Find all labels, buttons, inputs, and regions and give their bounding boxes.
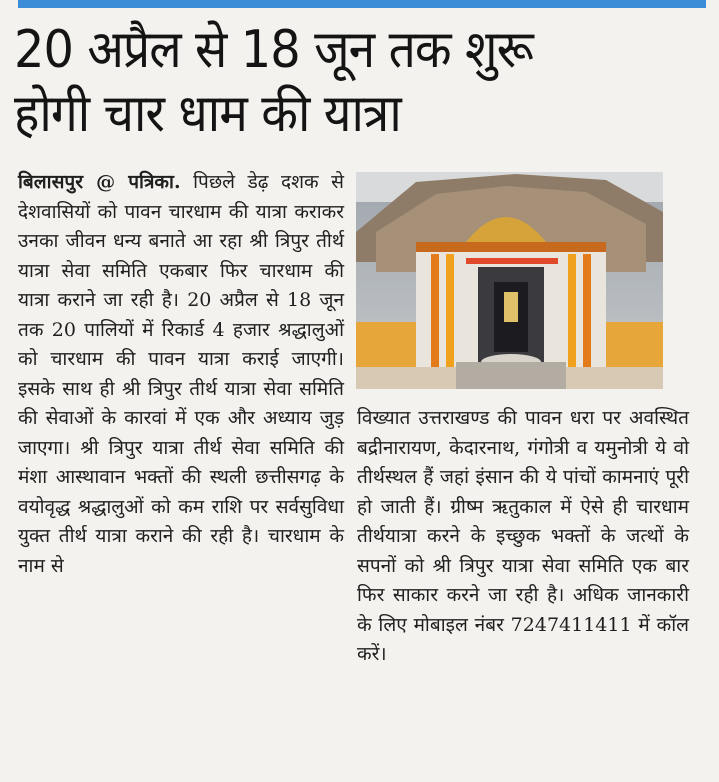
left-column-paragraph	[18, 168, 344, 581]
dateline: बिलासपुर @ पत्रिका.	[18, 171, 181, 193]
top-color-rule	[18, 0, 706, 8]
article-headline	[14, 18, 649, 146]
article-right-column	[357, 404, 689, 670]
temple-photo	[356, 172, 663, 389]
headline-line-1: 20 अप्रैल से 18 जून तक शुरू	[14, 20, 533, 80]
right-column-body: विख्यात उत्तराखण्ड की पावन धरा पर अवस्थित बद्रीनारायण, केदारनाथ, गंगोत्री व यमुनोत्री ये वो तीर्थस्थल हैं जहां इंसान की ये पांचों कामनाएं पूरी हो जाती हैं। ग्रीष्म ऋतुकाल में ऐसे ही चारधाम तीर्थयात्रा करने के इच्छुक भक्तों के जत्थों के सपनों को श्री त्रिपुर यात्रा सेवा समिति एक बार फिर साकार करने जा रही है। अधिक जानकारी के लिए मोबाइल नंबर 7247411411 में कॉल करें।	[357, 407, 689, 665]
article-left-column	[18, 168, 344, 581]
headline-line-2: होगी चार धाम की यात्रा	[14, 84, 401, 144]
left-column-body: पिछले डेढ़ दशक से देशवासियों को पावन चारधाम की यात्रा कराकर उनका जीवन धन्य बनाते आ रहा श्री त्रिपुर तीर्थ यात्रा सेवा समिति एकबार फिर चारधाम की यात्रा कराने जा रही है। 20 अप्रैल से 18 जून तक 20 पालियों में रिकार्ड 4 हजार श्रद्धालुओं को चारधाम की पावन यात्रा कराई जाएगी। इसके साथ ही श्री त्रिपुर तीर्थ यात्रा सेवा समिति की सेवाओं के कारवां में एक और अध्याय जुड़ जाएगा। श्री त्रिपुर यात्रा तीर्थ सेवा समिति की मंशा आस्थावान भक्तों की स्थली छत्तीसगढ़ के वयोवृद्ध श्रद्धालुओं को कम राशि पर सर्वसुविधा युक्त तीर्थ यात्रा कराने की रही है। चारधाम के नाम से	[18, 171, 344, 577]
temple-photo-illustration	[356, 172, 663, 389]
